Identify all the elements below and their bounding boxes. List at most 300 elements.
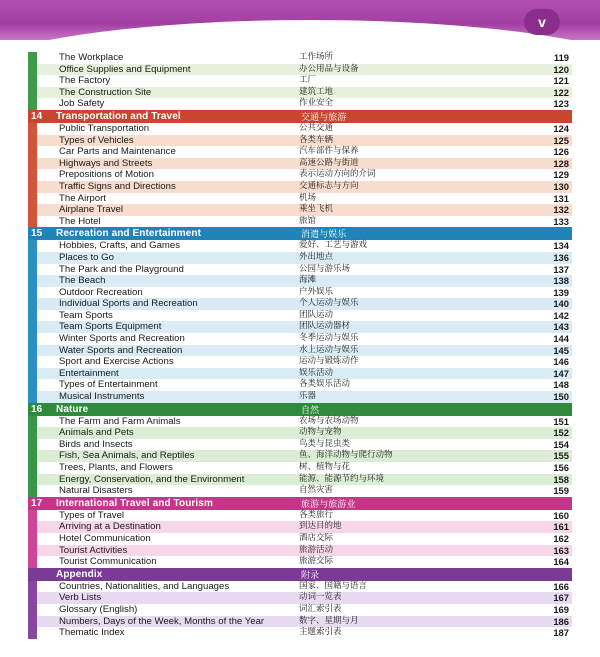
toc-entry[interactable] <box>28 158 572 170</box>
section-color-spine <box>28 169 37 181</box>
entry-title-chinese: 乐器 <box>299 391 317 402</box>
entry-title-english: Fish, Sea Animals, and Reptiles <box>59 450 195 462</box>
entry-title-english: The Farm and Farm Animals <box>59 415 181 427</box>
toc-entry[interactable] <box>28 545 572 557</box>
entry-indent <box>37 485 59 497</box>
entry-indent <box>37 368 59 380</box>
section-title-chinese: 交通与旅游 <box>301 112 347 123</box>
entry-page-number: 144 <box>553 333 569 345</box>
entry-page-number: 186 <box>553 615 569 627</box>
entry-indent <box>37 64 59 76</box>
entry-indent <box>37 616 59 628</box>
entry-title-chinese: 工厂 <box>299 75 317 86</box>
entry-page-number: 187 <box>553 627 569 639</box>
toc-entry[interactable] <box>28 581 572 593</box>
entry-indent <box>37 135 59 147</box>
entry-page-number: 139 <box>553 286 569 298</box>
section-color-spine <box>28 616 37 628</box>
toc-entry[interactable] <box>28 474 572 486</box>
toc-entry[interactable] <box>28 181 572 193</box>
entry-indent <box>37 427 59 439</box>
entry-page-number: 133 <box>553 215 569 227</box>
toc-section-intl-travel <box>28 497 572 568</box>
section-color-spine <box>28 450 37 462</box>
toc-entry[interactable] <box>28 592 572 604</box>
entry-page-number: 156 <box>553 462 569 473</box>
entry-page-number: 122 <box>553 86 569 98</box>
toc-entry[interactable] <box>28 204 572 216</box>
section-color-spine <box>28 604 37 616</box>
entry-indent <box>37 252 59 264</box>
toc-entry[interactable] <box>28 356 572 368</box>
section-title: Transportation and Travel <box>56 110 181 122</box>
entry-title-english: Birds and Insects <box>59 438 133 450</box>
section-color-spine <box>28 427 37 439</box>
entry-page-number: 142 <box>553 309 569 321</box>
entry-indent <box>37 439 59 451</box>
entry-title-chinese: 表示运动方向的介词 <box>299 169 376 180</box>
entry-page-number: 145 <box>553 344 569 356</box>
toc-entry[interactable] <box>28 616 572 628</box>
entry-title-english: Traffic Signs and Directions <box>59 180 176 192</box>
entry-title-english: Types of Vehicles <box>59 134 134 146</box>
entry-title-english: Sport and Exercise Actions <box>59 356 174 368</box>
entry-title-chinese: 建筑工地 <box>299 86 334 97</box>
entry-title-english: Numbers, Days of the Week, Months of the Year <box>59 615 265 627</box>
section-number: 14 <box>31 110 43 122</box>
entry-page-number: 147 <box>553 367 569 379</box>
entry-title-english: Public Transportation <box>59 122 150 134</box>
entry-indent <box>37 333 59 345</box>
section-title: International Travel and Tourism <box>56 497 213 509</box>
entry-page-number: 128 <box>553 157 569 169</box>
section-color-spine <box>28 391 37 403</box>
entry-title-chinese: 个人运动与娱乐 <box>299 298 359 309</box>
toc-entry[interactable] <box>28 240 572 252</box>
section-color-spine <box>28 64 37 76</box>
entry-indent <box>37 169 59 181</box>
toc-entry[interactable] <box>28 98 572 110</box>
entry-title-english: Types of Travel <box>59 509 125 521</box>
toc-entry[interactable] <box>28 169 572 181</box>
entry-page-number: 160 <box>553 509 569 521</box>
entry-title-english: Hobbies, Crafts, and Games <box>59 240 181 252</box>
toc-entry[interactable] <box>28 627 572 639</box>
entry-title-english: The Hotel <box>59 215 101 227</box>
toc-entry[interactable] <box>28 510 572 522</box>
entry-title-english: Winter Sports and Recreation <box>59 333 185 345</box>
entry-indent <box>37 146 59 158</box>
entry-title-chinese: 团队运动器材 <box>299 321 351 332</box>
entry-page-number: 163 <box>553 544 569 556</box>
entry-indent <box>37 604 59 616</box>
entry-indent <box>37 193 59 205</box>
entry-page-number: 167 <box>553 592 569 604</box>
header-wave-decoration <box>0 20 600 40</box>
section-title-chinese: 附录 <box>301 570 320 581</box>
entry-page-number: 132 <box>553 204 569 216</box>
section-color-spine <box>28 321 37 333</box>
toc-entry[interactable] <box>28 193 572 205</box>
toc-entry[interactable] <box>28 275 572 287</box>
entry-title-english: Individual Sports and Recreation <box>59 298 198 310</box>
entry-title-chinese: 自然灾害 <box>299 485 334 496</box>
section-color-spine <box>28 356 37 368</box>
toc-entry[interactable] <box>28 252 572 264</box>
entry-indent <box>37 181 59 193</box>
entry-title-english: The Beach <box>59 275 106 287</box>
entry-page-number: 131 <box>553 192 569 204</box>
page-header-band <box>0 0 600 40</box>
entry-page-number: 148 <box>553 379 569 391</box>
section-color-spine <box>28 379 37 391</box>
entry-title-english: Places to Go <box>59 251 114 263</box>
section-title-chinese: 自然 <box>301 405 320 416</box>
toc-entry[interactable] <box>28 439 572 451</box>
section-color-spine <box>28 416 37 428</box>
entry-indent <box>37 87 59 99</box>
entry-indent <box>37 216 59 228</box>
entry-title-english: Energy, Conservation, and the Environment <box>59 473 245 485</box>
entry-title-chinese: 水上运动与娱乐 <box>299 344 359 355</box>
entry-title-chinese: 冬季运动与娱乐 <box>299 333 359 344</box>
entry-page-number: 151 <box>553 415 569 427</box>
entry-title-english: Hotel Communication <box>59 532 151 544</box>
entry-title-chinese: 动物与宠物 <box>299 427 342 438</box>
entry-title-english: Entertainment <box>59 367 119 379</box>
toc-entry[interactable] <box>28 333 572 345</box>
entry-indent <box>37 275 59 287</box>
toc-entry[interactable] <box>28 556 572 568</box>
section-color-spine <box>28 52 37 64</box>
toc-entry[interactable] <box>28 416 572 428</box>
toc-entry[interactable] <box>28 521 572 533</box>
entry-indent <box>37 592 59 604</box>
entry-title-chinese: 鸟类与昆虫类 <box>299 438 351 449</box>
entry-page-number: 152 <box>553 427 569 439</box>
toc-section-work-cont <box>28 52 572 110</box>
section-number: 16 <box>31 403 43 415</box>
toc-entry[interactable] <box>28 52 572 64</box>
entry-title-english: Water Sports and Recreation <box>59 344 183 356</box>
toc-entry[interactable] <box>28 310 572 322</box>
entry-indent <box>37 204 59 216</box>
entry-page-number: 126 <box>553 146 569 158</box>
entry-indent <box>37 75 59 87</box>
entry-title-english: Types of Entertainment <box>59 379 158 391</box>
entry-title-chinese: 公园与游乐场 <box>299 263 351 274</box>
entry-title-chinese: 农场与农场动物 <box>299 415 359 426</box>
entry-title-english: Arriving at a Destination <box>59 521 161 533</box>
entry-page-number: 166 <box>553 580 569 592</box>
toc-entry[interactable] <box>28 427 572 439</box>
entry-title-chinese: 海滩 <box>299 275 317 286</box>
toc-entry[interactable] <box>28 216 572 228</box>
entry-title-chinese: 树、植物与花 <box>299 462 351 472</box>
section-color-spine <box>28 87 37 99</box>
entry-page-number: 136 <box>553 251 569 263</box>
section-title-chinese: 旅游与旅游业 <box>301 499 356 510</box>
entry-page-number: 169 <box>553 603 569 615</box>
section-header <box>28 568 572 581</box>
section-color-spine <box>28 310 37 322</box>
section-color-spine <box>28 368 37 380</box>
entry-page-number: 150 <box>553 391 569 403</box>
entry-page-number: 158 <box>553 473 569 485</box>
entry-title-chinese: 各类旅行 <box>299 509 334 520</box>
entry-title-english: Animals and Pets <box>59 427 134 439</box>
entry-title-chinese: 团队运动 <box>299 309 334 320</box>
entry-indent <box>37 321 59 333</box>
entry-page-number: 134 <box>553 240 569 252</box>
section-color-spine <box>28 533 37 545</box>
entry-title-chinese: 高速公路与街道 <box>299 157 359 168</box>
table-of-contents <box>28 52 572 639</box>
toc-entry[interactable] <box>28 485 572 497</box>
entry-title-chinese: 国家、国籍与语言 <box>299 580 368 591</box>
entry-indent <box>37 345 59 357</box>
entry-title-english: Verb Lists <box>59 592 102 604</box>
entry-indent <box>37 379 59 391</box>
entry-title-english: The Airport <box>59 192 106 204</box>
entry-title-chinese: 娱乐活动 <box>299 367 334 378</box>
entry-title-chinese: 汽车部件与保养 <box>299 146 359 157</box>
entry-title-english: The Factory <box>59 75 111 87</box>
section-color-spine <box>28 627 37 639</box>
entry-indent <box>37 123 59 135</box>
section-color-spine <box>28 462 37 474</box>
entry-title-chinese: 酒店交际 <box>299 532 334 543</box>
section-color-spine <box>28 240 37 252</box>
section-color-spine <box>28 556 37 568</box>
entry-page-number: 162 <box>553 532 569 544</box>
entry-title-english: Musical Instruments <box>59 391 145 403</box>
toc-section-recreation <box>28 227 572 402</box>
entry-title-chinese: 旅游活动 <box>299 544 334 555</box>
toc-entry[interactable] <box>28 135 572 147</box>
entry-page-number: 120 <box>553 63 569 75</box>
section-color-spine <box>28 545 37 557</box>
entry-title-english: Tourist Activities <box>59 544 128 556</box>
page-roman-number: v <box>538 14 546 30</box>
entry-page-number: 143 <box>553 321 569 333</box>
entry-title-chinese: 公共交通 <box>299 122 334 133</box>
entry-indent <box>37 416 59 428</box>
section-color-spine <box>28 581 37 593</box>
section-color-spine <box>28 98 37 110</box>
section-color-spine <box>28 521 37 533</box>
entry-title-chinese: 乘坐飞机 <box>299 204 334 215</box>
entry-title-chinese: 交通标志与方向 <box>299 180 359 191</box>
section-color-spine <box>28 345 37 357</box>
section-color-spine <box>28 485 37 497</box>
entry-page-number: 121 <box>553 75 569 87</box>
entry-title-chinese: 旅游交际 <box>299 556 334 567</box>
section-number: 15 <box>31 228 43 240</box>
entry-title-chinese: 动词一览表 <box>299 592 342 603</box>
section-color-spine <box>28 474 37 486</box>
entry-indent <box>37 52 59 64</box>
entry-page-number: 137 <box>553 263 569 275</box>
section-color-spine <box>28 264 37 276</box>
section-color-spine <box>28 439 37 451</box>
entry-page-number: 119 <box>553 52 569 63</box>
entry-page-number: 155 <box>553 450 569 462</box>
entry-title-english: Team Sports <box>59 309 113 321</box>
section-color-spine <box>28 158 37 170</box>
page-number-tab <box>524 9 560 35</box>
section-color-spine <box>28 275 37 287</box>
toc-section-appendix <box>28 568 572 639</box>
section-header <box>28 403 572 416</box>
entry-title-english: Tourist Communication <box>59 556 157 568</box>
toc-entry[interactable] <box>28 146 572 158</box>
section-header <box>28 497 572 510</box>
section-header <box>28 110 572 123</box>
entry-title-english: The Workplace <box>59 52 124 63</box>
entry-title-english: Thematic Index <box>59 627 125 639</box>
entry-page-number: 161 <box>553 521 569 533</box>
section-color-spine <box>28 146 37 158</box>
toc-entry[interactable] <box>28 123 572 135</box>
entry-title-english: Airplane Travel <box>59 204 123 216</box>
entry-indent <box>37 521 59 533</box>
section-number: 17 <box>31 497 43 509</box>
entry-title-chinese: 主题索引表 <box>299 627 342 638</box>
entry-indent <box>37 545 59 557</box>
toc-section-transportation <box>28 110 572 227</box>
toc-entry[interactable] <box>28 379 572 391</box>
entry-indent <box>37 450 59 462</box>
entry-title-chinese: 各类娱乐活动 <box>299 379 351 390</box>
section-header <box>28 227 572 240</box>
entry-title-chinese: 爱好、工艺与游戏 <box>299 240 368 251</box>
entry-title-chinese: 运动与锻炼动作 <box>299 356 359 367</box>
toc-entry[interactable] <box>28 264 572 276</box>
entry-title-chinese: 工作场所 <box>299 52 334 62</box>
section-color-spine <box>28 333 37 345</box>
toc-section-nature <box>28 403 572 497</box>
section-color-spine <box>28 252 37 264</box>
toc-entry[interactable] <box>28 450 572 462</box>
section-color-spine <box>28 216 37 228</box>
toc-entry[interactable] <box>28 345 572 357</box>
toc-entry[interactable] <box>28 287 572 299</box>
entry-page-number: 154 <box>553 438 569 450</box>
section-title-chinese: 消遣与娱乐 <box>301 230 347 241</box>
section-title: Recreation and Entertainment <box>56 228 202 240</box>
entry-page-number: 130 <box>553 180 569 192</box>
entry-title-english: The Park and the Playground <box>59 263 184 275</box>
toc-entry[interactable] <box>28 321 572 333</box>
entry-title-english: Car Parts and Maintenance <box>59 146 176 158</box>
entry-indent <box>37 462 59 474</box>
entry-indent <box>37 356 59 368</box>
section-color-spine <box>28 510 37 522</box>
entry-page-number: 129 <box>553 169 569 181</box>
entry-indent <box>37 581 59 593</box>
entry-indent <box>37 510 59 522</box>
section-color-spine <box>28 123 37 135</box>
section-color-spine <box>28 287 37 299</box>
entry-indent <box>37 158 59 170</box>
section-color-spine <box>28 135 37 147</box>
section-color-spine <box>28 181 37 193</box>
entry-page-number: 123 <box>553 98 569 110</box>
entry-indent <box>37 298 59 310</box>
entry-title-english: Team Sports Equipment <box>59 321 162 333</box>
entry-indent <box>37 98 59 110</box>
toc-entry[interactable] <box>28 75 572 87</box>
entry-indent <box>37 391 59 403</box>
entry-title-english: Office Supplies and Equipment <box>59 63 191 75</box>
entry-indent <box>37 627 59 639</box>
entry-title-english: Highways and Streets <box>59 157 153 169</box>
entry-indent <box>37 533 59 545</box>
entry-indent <box>37 287 59 299</box>
toc-entry[interactable] <box>28 391 572 403</box>
section-color-spine <box>28 193 37 205</box>
entry-title-chinese: 作业安全 <box>299 98 334 109</box>
toc-entry[interactable] <box>28 64 572 76</box>
entry-indent <box>37 240 59 252</box>
entry-title-chinese: 旅馆 <box>299 215 317 226</box>
entry-page-number: 140 <box>553 298 569 310</box>
entry-page-number: 138 <box>553 275 569 287</box>
entry-title-chinese: 外出地点 <box>299 251 334 262</box>
entry-title-english: Outdoor Recreation <box>59 286 143 298</box>
section-title: Appendix <box>56 568 103 580</box>
entry-title-chinese: 机场 <box>299 192 317 203</box>
toc-entry[interactable] <box>28 368 572 380</box>
entry-title-english: Natural Disasters <box>59 485 133 497</box>
entry-title-english: Trees, Plants, and Flowers <box>59 462 173 473</box>
section-color-spine <box>28 592 37 604</box>
entry-title-chinese: 鱼、海洋动物与爬行动物 <box>299 450 393 461</box>
toc-entry[interactable] <box>28 298 572 310</box>
entry-page-number: 164 <box>553 556 569 568</box>
entry-title-english: Countries, Nationalities, and Languages <box>59 580 230 592</box>
entry-title-english: The Construction Site <box>59 86 152 98</box>
entry-page-number: 159 <box>553 485 569 497</box>
entry-title-chinese: 到达目的地 <box>299 521 342 532</box>
section-title: Nature <box>56 403 89 415</box>
entry-title-chinese: 能源、能源节约与环境 <box>299 473 385 484</box>
entry-title-chinese: 数字、星期与月 <box>299 615 359 626</box>
section-color-spine <box>28 204 37 216</box>
entry-indent <box>37 310 59 322</box>
toc-entry[interactable] <box>28 604 572 616</box>
entry-title-english: Job Safety <box>59 98 105 110</box>
entry-title-chinese: 词汇索引表 <box>299 603 342 614</box>
entry-title-english: Glossary (English) <box>59 603 138 615</box>
entry-page-number: 146 <box>553 356 569 368</box>
toc-entry[interactable] <box>28 533 572 545</box>
entry-indent <box>37 556 59 568</box>
entry-indent <box>37 264 59 276</box>
entry-title-chinese: 户外娱乐 <box>299 286 334 297</box>
section-color-spine <box>28 298 37 310</box>
entry-title-chinese: 各类车辆 <box>299 134 334 145</box>
section-color-spine <box>28 75 37 87</box>
entry-title-chinese: 办公用品与设备 <box>299 63 359 74</box>
entry-title-english: Prepositions of Motion <box>59 169 154 181</box>
toc-entry[interactable] <box>28 462 572 474</box>
entry-page-number: 124 <box>553 122 569 134</box>
entry-page-number: 125 <box>553 134 569 146</box>
entry-indent <box>37 474 59 486</box>
toc-entry[interactable] <box>28 87 572 99</box>
